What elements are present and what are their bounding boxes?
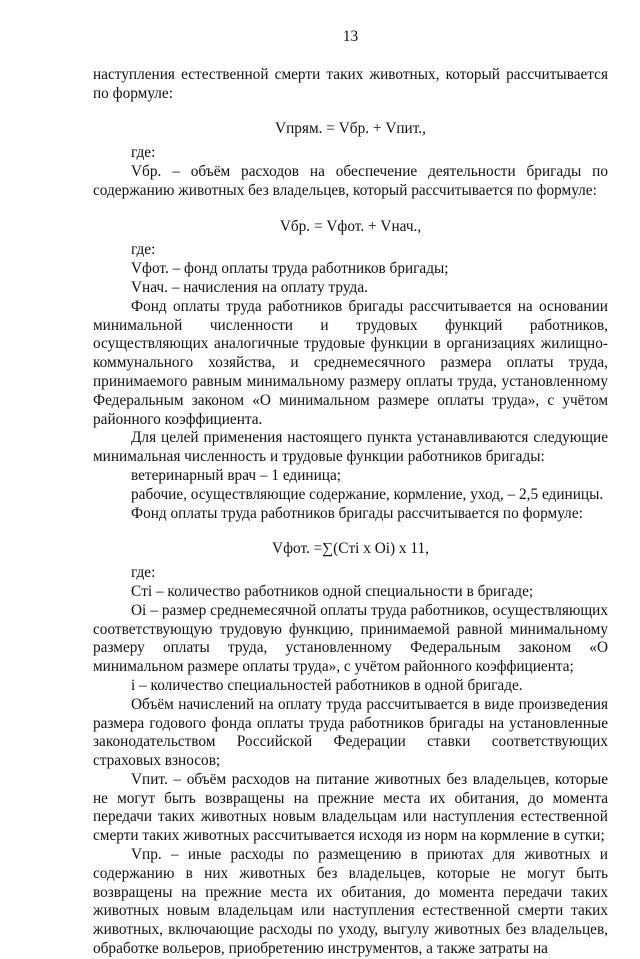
paragraph: i – количество специальностей работников в одной бригаде. — [131, 676, 523, 694]
paragraph: наступления естественной смерти таких животных, который рассчитывается по формуле: — [93, 65, 608, 102]
paragraph: рабочие, осуществляющие содержание, кормление, уход, – 2,5 единицы. — [131, 485, 604, 503]
paragraph: Vпр. – иные расходы по размещению в приютах для животных и содержанию в них животных без владельцев, которые не могут быть возвращены на прежние места их обитания, до момента передачи таких животных новым владельцам или наступления естественной смерти таких животных, включающие расходы по уходу, выгулу животных без владельцев, обработке вольеров, приобретению инструментов, а также затраты на — [93, 846, 608, 958]
paragraph: Для целей применения настоящего пункта устанавливаются следующие минимальная численность и трудовые функции работников бригады: — [93, 429, 608, 466]
formula: Vфот. =∑(Cтi х Оi) х 11, — [272, 540, 429, 558]
formula: Vбр. = Vфот. + Vнач., — [279, 217, 422, 235]
paragraph: где: — [131, 144, 156, 162]
document-body — [93, 66, 608, 959]
formula: Vпрям. = Vбр. + Vпит., — [275, 120, 426, 138]
paragraph: Фонд оплаты труда работников бригады рассчитывается по формуле: — [131, 504, 583, 522]
paragraph: ветеринарный врач – 1 единица; — [131, 466, 341, 484]
paragraph: где: — [131, 241, 156, 259]
paragraph: Оi – размер среднемесячной оплаты труда работников, осуществляющих соответствующую трудовую функцию, принимаемой равной минимальному размеру оплаты труда, установленному Федеральным законом «О минимальном размере оплаты труда», с учётом районного коэффициента; — [93, 601, 608, 676]
paragraph: Vнач. – начисления на оплату труда. — [131, 278, 368, 296]
page-number: 13 — [342, 28, 359, 45]
paragraph: Cтi – количество работников одной специальности в бригаде; — [131, 582, 534, 600]
paragraph: Vфот. – фонд оплаты труда работников бригады; — [131, 260, 449, 278]
paragraph: Vбр. – объём расходов на обеспечение деятельности бригады по содержанию животных без владельцев, который рассчитывается по формуле: — [93, 162, 608, 199]
paragraph: где: — [131, 564, 156, 582]
paragraph: Объём начислений на оплату труда рассчитывается в виде произведения размера годового фонда оплаты труда работников бригады на установленные законодательством Российской Федерации ставки соответствующих страховых взносов; — [93, 695, 608, 770]
paragraph: Фонд оплаты труда работников бригады рассчитывается на основании минимальной численности и трудовых функций работников, осуществляющих аналогичные трудовые функции в организациях жилищно-коммунального хозяйства, и среднемесячного размера оплаты труда, принимаемого равным минимальному размеру оплаты труда, установленному Федеральным законом «О минимальном размере оплаты труда», с учётом районного коэффициента. — [93, 297, 608, 428]
paragraph: Vпит. – объём расходов на питание животных без владельцев, которые не могут быть возвращены на прежние места их обитания, до момента передачи таких животных новым владельцам или наступления естественной смерти таких животных рассчитывается исходя из норм на кормление в сутки; — [93, 770, 608, 845]
